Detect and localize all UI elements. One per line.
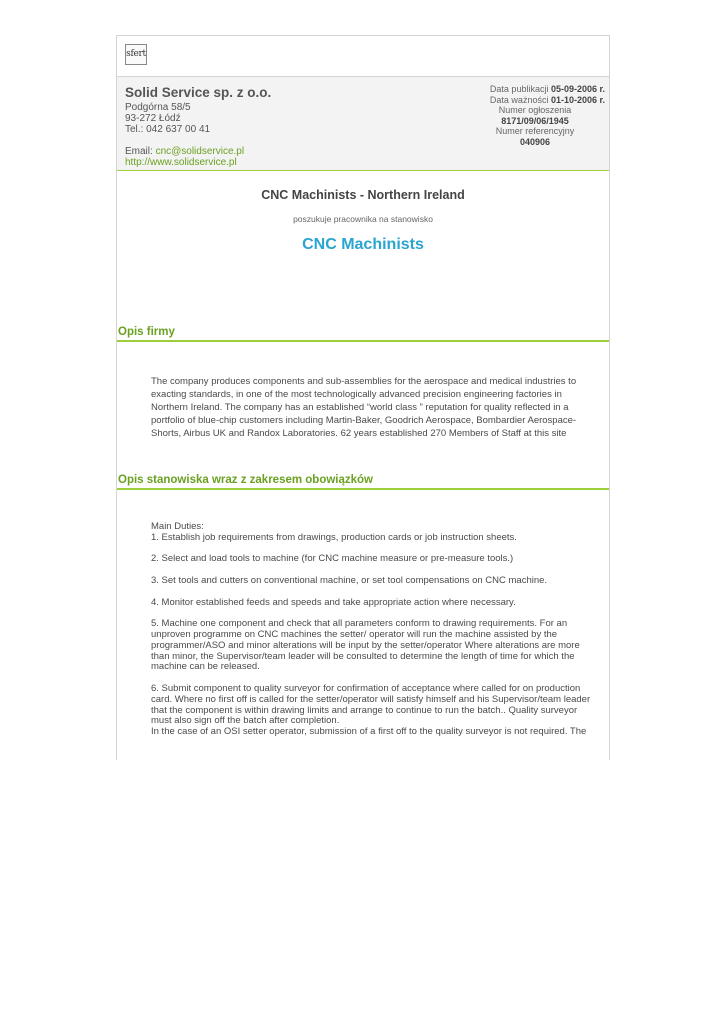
job-seeks-text: poszukuje pracownika na stanowisko [293,214,433,224]
company-city: 93-272 Łódź [125,113,181,124]
website-link[interactable]: http://www.solidservice.pl [125,157,237,168]
ad-number: 8171/09/06/1945 [501,115,569,126]
duty-item: 4. Monitor established feeds and speeds and take appropriate action where necessary. [151,596,516,608]
logo-band [117,36,609,77]
duties-list [151,522,597,738]
ref-number-label: Numer referencyjny [495,126,575,136]
duty-item: 2. Select and load tools to machine (for CNC machine measure or pre-measure tools.) [151,553,514,565]
job-header [117,188,609,254]
job-position-title: CNC Machinists [302,236,424,253]
job-location-title: CNC Machinists - Northern Ireland [261,188,465,202]
company-description-text: The company produces components and sub-assemblies for the aerospace and medical industries to exacting standards, in one of the most technologically advanced precision engineering factories in Northern Ireland. The company has an established “world class ” reputation for quality reflected in a portfolio of blue-chip customers including Martin-Baker, Goodrich Aerospace, Bombardier Aerospace-Shorts, Airbus UK and Randox Laboratories. 62 years established 270 Members of Staff at this site [151,376,577,439]
company-logo: sfert [125,44,147,65]
position-description-heading: Opis stanowiska wraz z zakresem obowiązków [117,474,609,490]
company-name: Solid Service sp. z o.o. [125,85,272,100]
company-contact [125,85,271,168]
company-header [117,77,609,171]
email-link[interactable]: cnc@solidservice.pl [155,146,245,157]
duty-item: 1. Establish job requirements from drawings, production cards or job instruction sheets. [151,531,517,543]
duty-item: 5. Machine one component and check that all parameters conform to drawing requirements. For an unproven programme on CNC machines the setter/ operator will run the machine assisted by the programmer/ASO and minor alterations will be input by the setter/operator Where alterations are more than minor, the Supervisor/team leader will be consulted to determine the length of time for which the machine can be released. [151,618,580,673]
duties-intro: Main Duties: [151,521,204,532]
duty-item: 3. Set tools and cutters on conventional machine, or set tool compensations on CNC machine. [151,574,548,586]
company-street: Podgórna 58/5 [125,102,191,113]
duty-item: 6. Submit component to quality surveyor for confirmation of acceptance where called for on production card. Where no first off is called for the setter/operator will satisfy himself and his Supervisor/team leader that the component is within drawing limits and arrange to continue to run the batch.. Quality surveyor must also sign off the batch after completion. [151,682,591,727]
published-date: Data publikacji 05-09-2006 r. [489,84,605,94]
company-phone: Tel.: 042 637 00 41 [125,124,211,135]
email-label: Email: [125,146,156,157]
document-page [116,35,610,760]
valid-date: Data ważności 01-10-2006 r. [489,94,605,105]
company-email-line [125,146,271,157]
duty-item-continued: In the case of an OSI setter operator, submission of a first off to the quality surveyor is not required. The [151,726,587,738]
ref-number: 040906 [519,136,551,147]
ad-number-label: Numer ogłoszenia [498,105,572,115]
ad-meta [465,84,605,147]
company-description-heading: Opis firmy [117,326,609,342]
